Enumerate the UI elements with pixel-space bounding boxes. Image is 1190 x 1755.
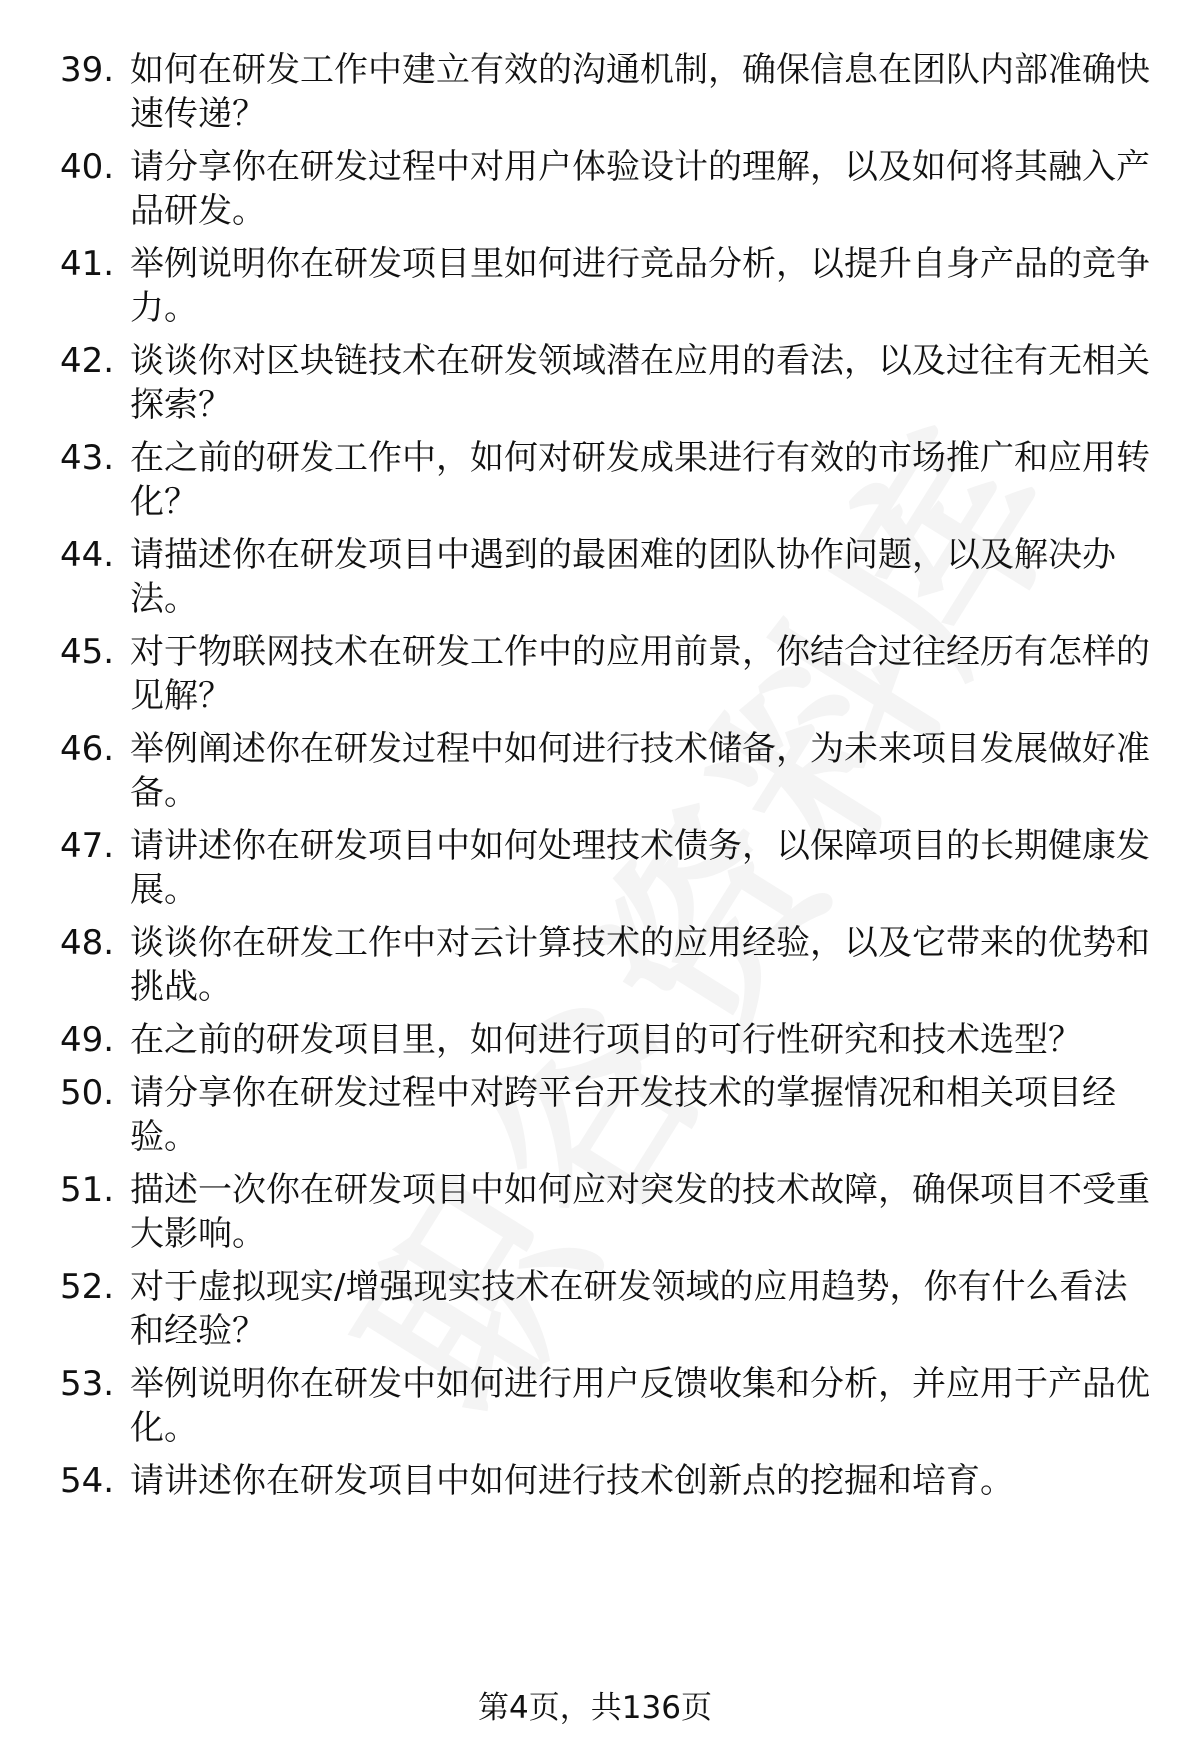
question-number: 48. — [60, 923, 115, 963]
question-number: 41. — [60, 244, 115, 284]
question-text: 对于虚拟现实/增强现实技术在研发领域的应用趋势，你有什么看法和经验？ — [130, 1267, 1128, 1351]
question-number: 51. — [60, 1170, 115, 1210]
question-text: 在之前的研发工作中，如何对研发成果进行有效的市场推广和应用转化？ — [130, 438, 1150, 522]
question-item — [60, 824, 1160, 912]
question-number: 46. — [60, 729, 115, 769]
question-text: 描述一次你在研发项目中如何应对突发的技术故障，确保项目不受重大影响。 — [130, 1170, 1150, 1254]
question-item — [60, 48, 1160, 136]
question-number: 53. — [60, 1364, 115, 1404]
question-number: 52. — [60, 1267, 115, 1307]
question-text: 请分享你在研发过程中对跨平台开发技术的掌握情况和相关项目经验。 — [130, 1073, 1116, 1157]
question-item — [60, 242, 1160, 330]
question-number: 49. — [60, 1020, 115, 1060]
question-number: 39. — [60, 50, 115, 90]
question-number: 40. — [60, 147, 115, 187]
question-text: 举例说明你在研发中如何进行用户反馈收集和分析，并应用于产品优化。 — [130, 1364, 1150, 1448]
question-item — [60, 1018, 1160, 1062]
question-item — [60, 921, 1160, 1009]
question-text: 谈谈你在研发工作中对云计算技术的应用经验，以及它带来的优势和挑战。 — [130, 923, 1150, 1007]
question-item — [60, 145, 1160, 233]
question-item — [60, 630, 1160, 718]
page-number: 第4页，共136页 — [478, 1690, 712, 1726]
question-number: 42. — [60, 341, 115, 381]
question-text: 如何在研发工作中建立有效的沟通机制，确保信息在团队内部准确快速传递？ — [130, 50, 1150, 134]
question-item — [60, 436, 1160, 524]
question-text: 请讲述你在研发项目中如何进行技术创新点的挖掘和培育。 — [130, 1461, 1014, 1501]
question-item — [60, 1168, 1160, 1256]
question-text: 请讲述你在研发项目中如何处理技术债务，以保障项目的长期健康发展。 — [130, 826, 1150, 910]
question-item — [60, 1362, 1160, 1450]
question-number: 54. — [60, 1461, 115, 1501]
question-number: 43. — [60, 438, 115, 478]
question-text: 举例说明你在研发项目里如何进行竞品分析，以提升自身产品的竞争力。 — [130, 244, 1150, 328]
question-number: 50. — [60, 1073, 115, 1113]
question-item — [60, 1459, 1160, 1503]
question-number: 45. — [60, 632, 115, 672]
question-item — [60, 1071, 1160, 1159]
question-number: 44. — [60, 535, 115, 575]
question-text: 请分享你在研发过程中对用户体验设计的理解，以及如何将其融入产品研发。 — [130, 147, 1150, 231]
question-text: 举例阐述你在研发过程中如何进行技术储备，为未来项目发展做好准备。 — [130, 729, 1150, 813]
question-text: 对于物联网技术在研发工作中的应用前景，你结合过往经历有怎样的见解？ — [130, 632, 1150, 716]
question-text: 谈谈你对区块链技术在研发领域潜在应用的看法，以及过往有无相关探索？ — [130, 341, 1150, 425]
question-item — [60, 727, 1160, 815]
question-number: 47. — [60, 826, 115, 866]
question-item — [60, 1265, 1160, 1353]
question-text: 请描述你在研发项目中遇到的最困难的团队协作问题，以及解决办法。 — [130, 535, 1116, 619]
question-text: 在之前的研发项目里，如何进行项目的可行性研究和技术选型？ — [130, 1020, 1082, 1060]
question-list — [60, 48, 1160, 1503]
question-item — [60, 339, 1160, 427]
question-item — [60, 533, 1160, 621]
